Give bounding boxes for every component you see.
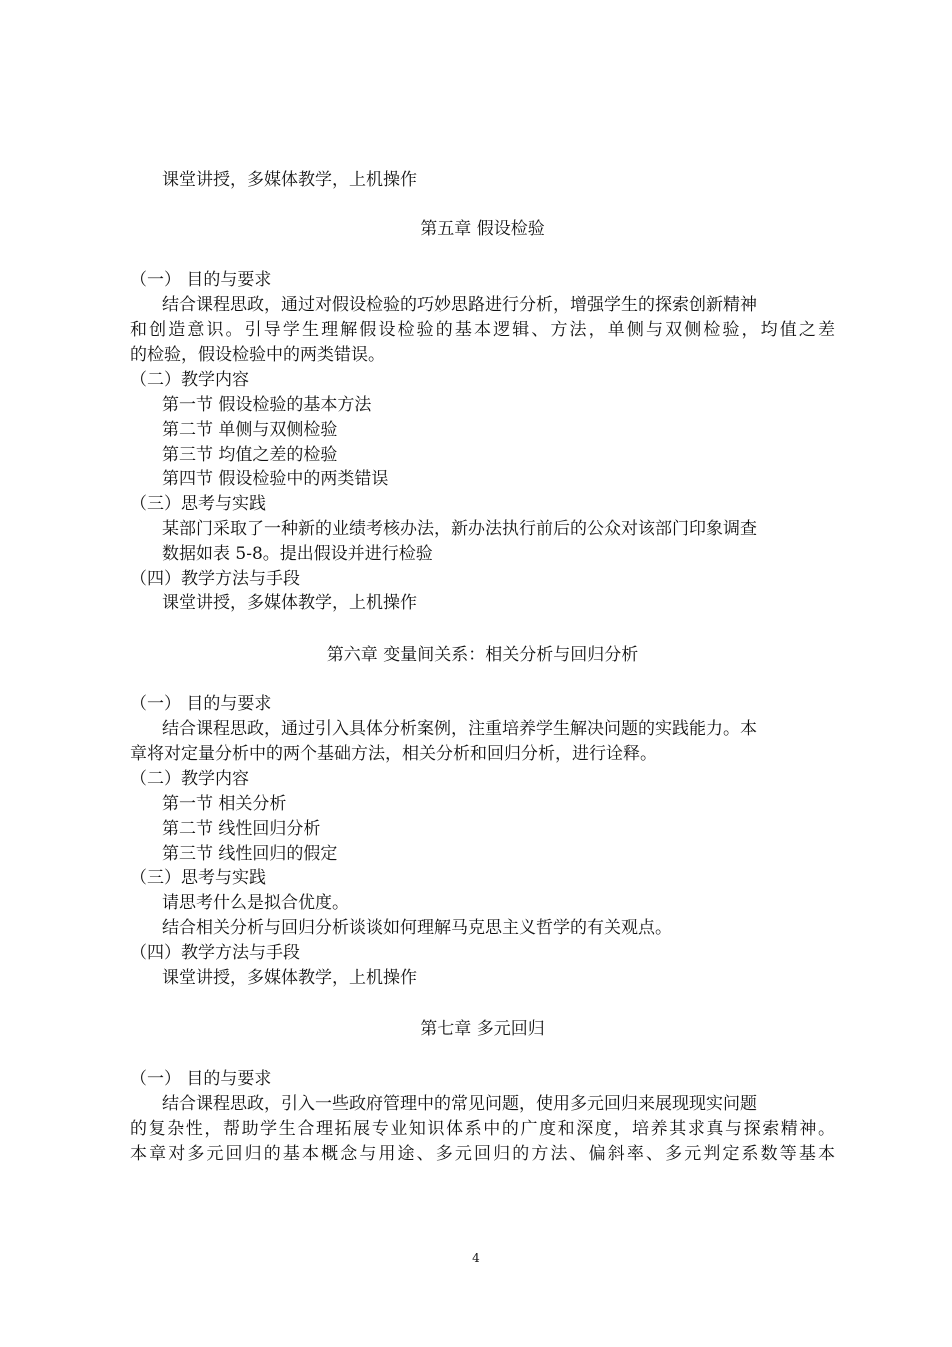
chapter-6-title: 第六章 变量间关系：相关分析与回归分析 (326, 645, 639, 665)
method-text-ch4: 课堂讲授，多媒体教学，上机操作 (162, 170, 417, 190)
section-heading: （二）教学内容 (130, 769, 249, 789)
paragraph-line: 和创造意识。引导学生理解假设检验的基本逻辑、方法，单侧与双侧检验，均值之差 (130, 320, 835, 340)
paragraph-line: 某部门采取了一种新的业绩考核办法，新办法执行前后的公众对该部门印象调查 (162, 519, 757, 539)
list-item: 第三节 线性回归的假定 (162, 844, 338, 864)
page-number: 4 (472, 1251, 480, 1265)
paragraph-line: 结合相关分析与回归分析谈谈如何理解马克思主义哲学的有关观点。 (162, 918, 672, 938)
method-text: 课堂讲授，多媒体教学，上机操作 (162, 593, 417, 613)
list-item: 第四节 假设检验中的两类错误 (162, 469, 389, 489)
section-heading: （三）思考与实践 (130, 868, 266, 888)
section-heading: （四）教学方法与手段 (130, 569, 300, 589)
section-heading: （一） 目的与要求 (130, 1069, 272, 1089)
paragraph-line: 数据如表 5-8。提出假设并进行检验 (162, 544, 433, 564)
list-item: 第二节 线性回归分析 (162, 819, 321, 839)
method-text: 课堂讲授，多媒体教学，上机操作 (162, 968, 417, 988)
list-item: 第二节 单侧与双侧检验 (162, 420, 338, 440)
paragraph-line: 的复杂性，帮助学生合理拓展专业知识体系中的广度和深度，培养其求真与探索精神。 (130, 1119, 835, 1139)
list-item: 第三节 均值之差的检验 (162, 445, 338, 465)
list-item: 第一节 假设检验的基本方法 (162, 395, 372, 415)
paragraph-line: 结合课程思政，引入一些政府管理中的常见问题，使用多元回归来展现现实问题 (162, 1094, 757, 1114)
section-heading: （三）思考与实践 (130, 494, 266, 514)
section-heading: （四）教学方法与手段 (130, 943, 300, 963)
paragraph-line: 本章对多元回归的基本概念与用途、多元回归的方法、偏斜率、多元判定系数等基本 (130, 1144, 835, 1164)
list-item: 第一节 相关分析 (162, 794, 287, 814)
paragraph-line: 结合课程思政，通过引入具体分析案例，注重培养学生解决问题的实践能力。本 (162, 719, 757, 739)
section-heading: （一） 目的与要求 (130, 694, 272, 714)
section-heading: （一） 目的与要求 (130, 270, 272, 290)
paragraph-line: 结合课程思政，通过对假设检验的巧妙思路进行分析，增强学生的探索创新精神 (162, 295, 757, 315)
paragraph-line: 的检验，假设检验中的两类错误。 (130, 345, 385, 365)
chapter-5-title: 第五章 假设检验 (420, 219, 545, 239)
paragraph-line: 请思考什么是拟合优度。 (162, 893, 349, 913)
section-heading: （二）教学内容 (130, 370, 249, 390)
chapter-7-title: 第七章 多元回归 (420, 1019, 545, 1039)
paragraph-line: 章将对定量分析中的两个基础方法，相关分析和回归分析，进行诠释。 (130, 744, 657, 764)
